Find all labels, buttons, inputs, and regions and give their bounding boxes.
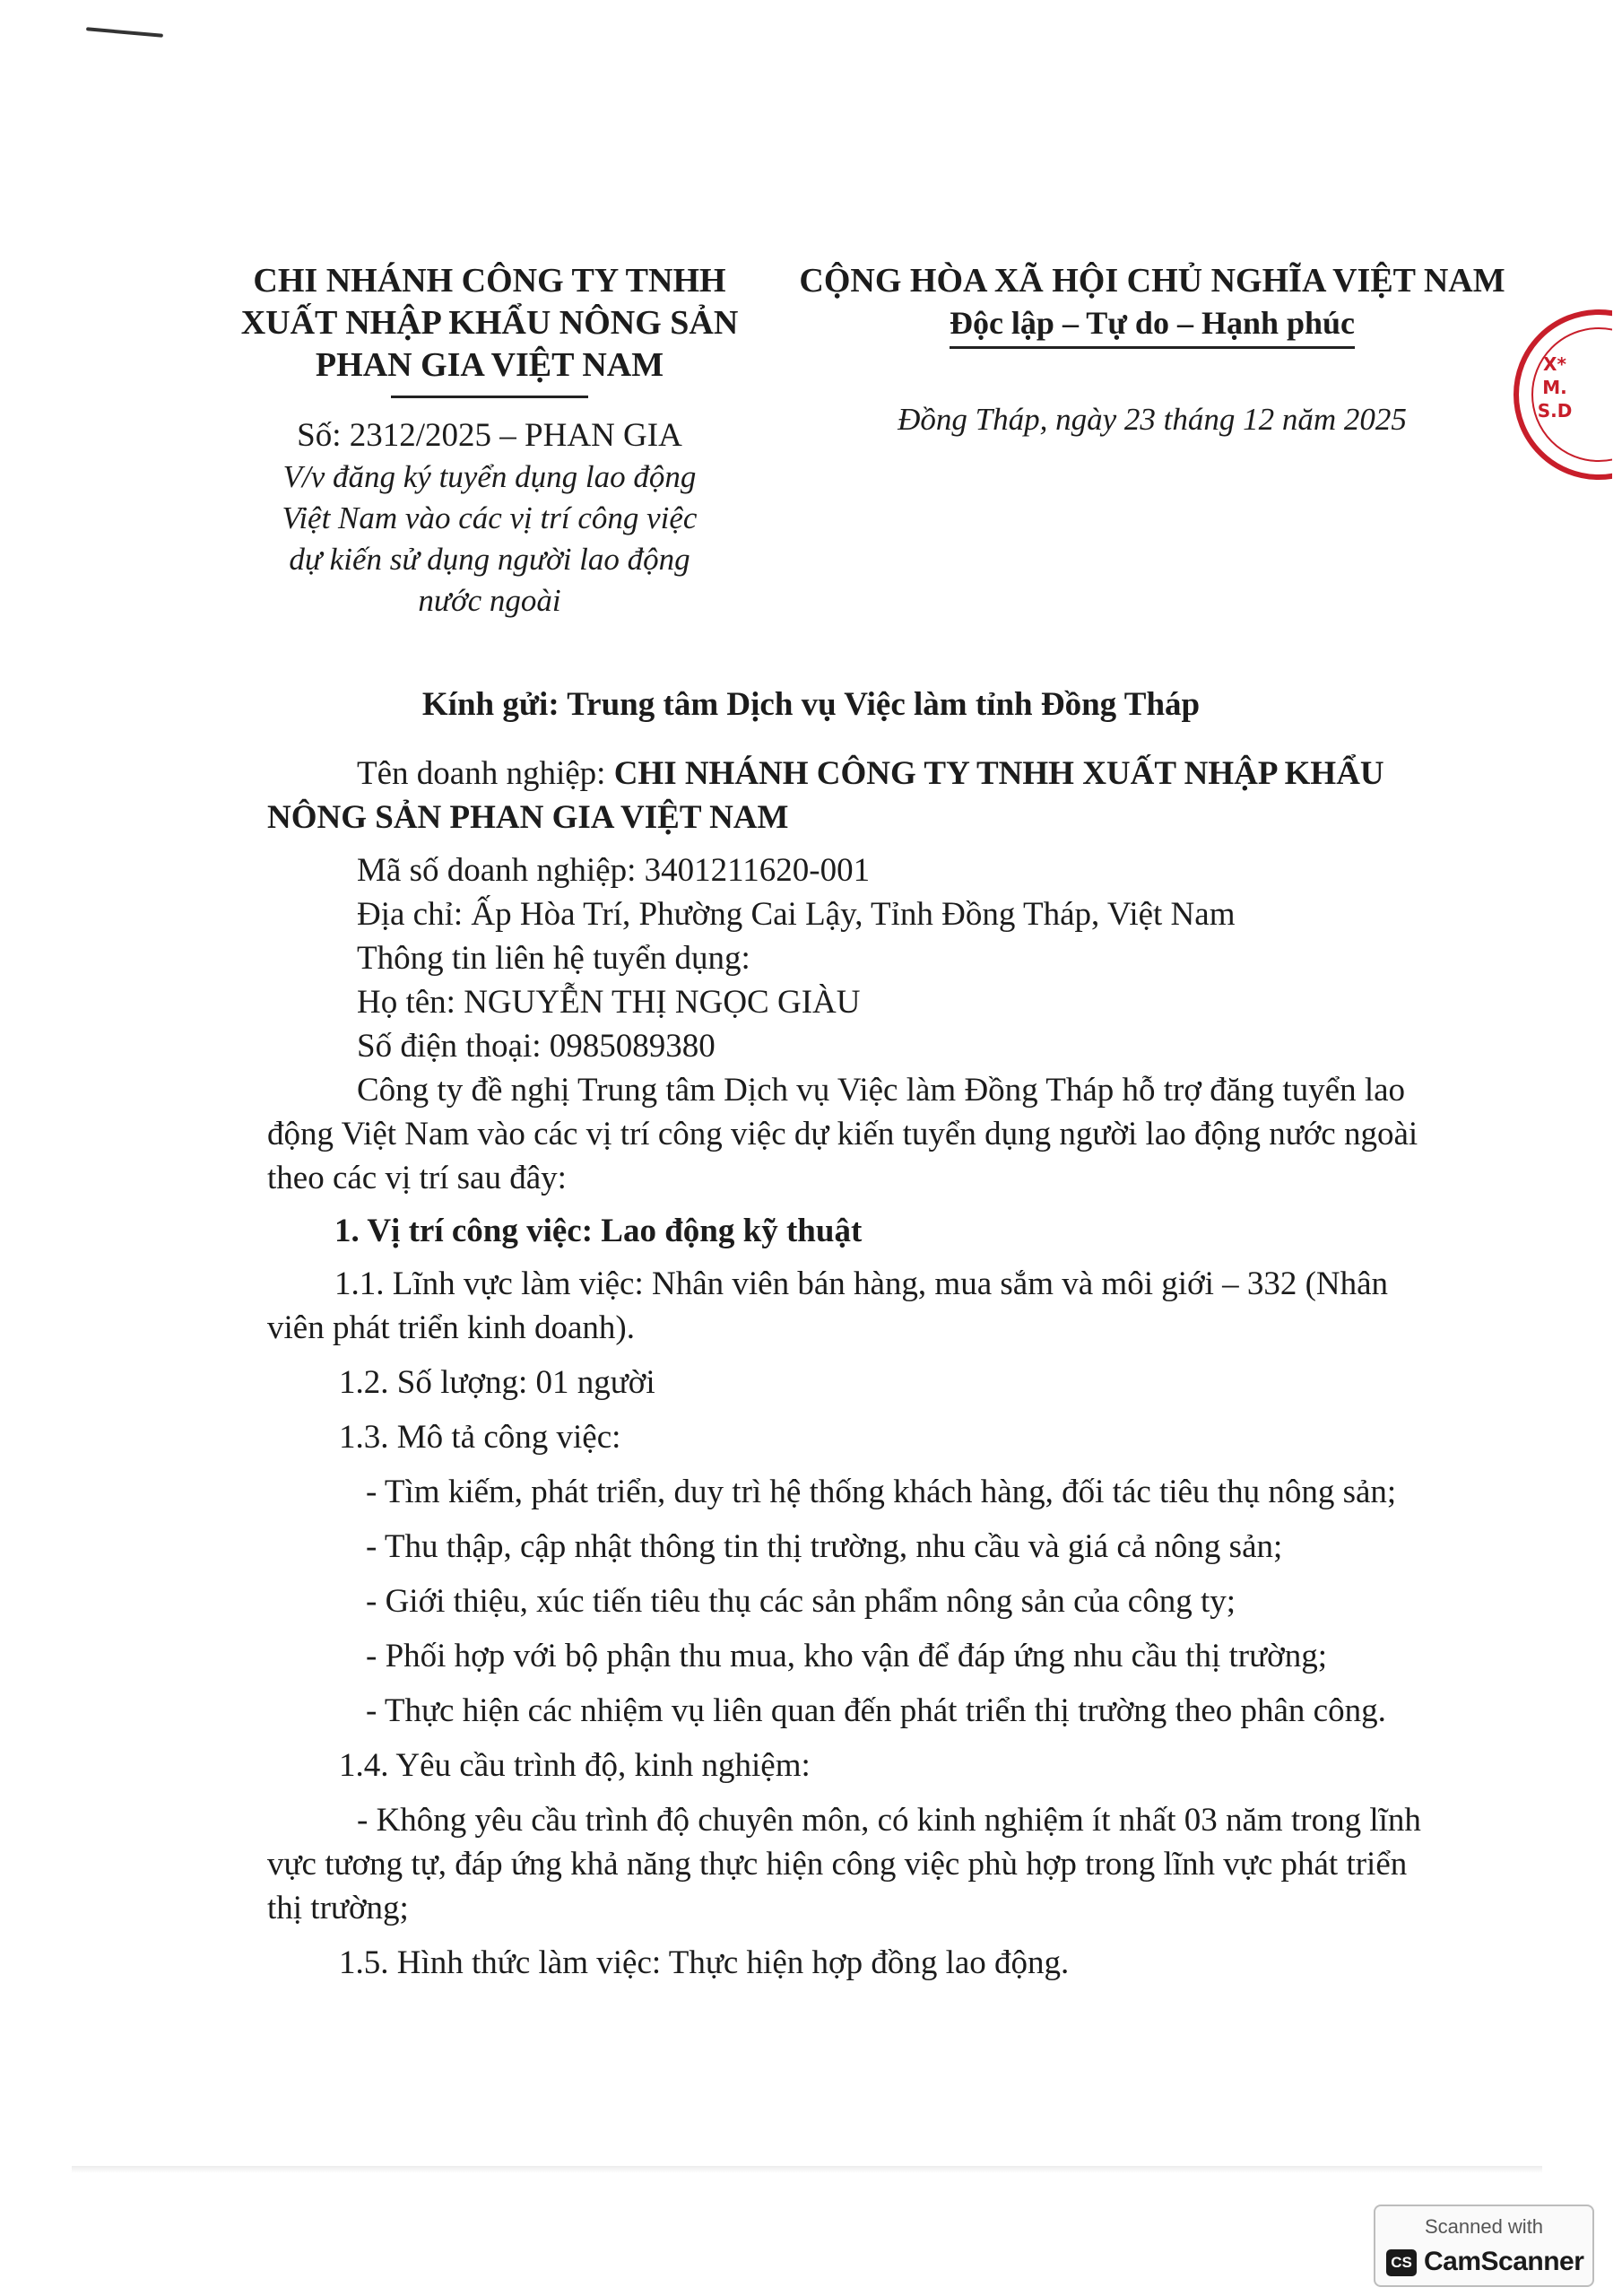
document-number: Số: 2312/2025 – PHAN GIA: [297, 417, 682, 454]
subject-line2: Việt Nam vào các vị trí công việc: [282, 500, 698, 535]
position-field: 1.1. Lĩnh vực làm việc: Nhân viên bán hàng, mua sắm và môi giới – 332 (Nhân viên phát triển kinh doanh).: [267, 1265, 1389, 1346]
camscanner-logo-icon: CS: [1386, 2249, 1417, 2276]
tax-code: Mã số doanh nghiệp: 3401211620-001: [357, 852, 871, 889]
national-header: [780, 260, 1524, 440]
issuer-name-line1: CHI NHÁNH CÔNG TY TNHH: [253, 262, 726, 300]
place-date: Đồng Tháp, ngày 23 tháng 12 năm 2025: [898, 402, 1407, 437]
issuer-name-line3: PHAN GIA VIỆT NAM: [315, 346, 664, 384]
duty-item: - Giới thiệu, xúc tiến tiêu thụ các sản phẩm nông sản của công ty;: [366, 1583, 1236, 1620]
address: Địa chỉ: Ấp Hòa Trí, Phường Cai Lậy, Tỉnh Đồng Tháp, Việt Nam: [357, 896, 1236, 933]
duty-item: - Thực hiện các nhiệm vụ liên quan đến phát triển thị trường theo phân công.: [366, 1692, 1386, 1729]
issuer-block: [212, 260, 768, 622]
request-paragraph: Công ty đề nghị Trung tâm Dịch vụ Việc làm Đồng Tháp hỗ trợ đăng tuyển lao động Việt Nam vào các vị trí công việc dự kiến tuyển dụng người lao động nước ngoài theo các vị trí sau đây:: [267, 1072, 1418, 1196]
scanned-with-text: Scanned with: [1424, 2215, 1544, 2238]
subject-line1: V/v đăng ký tuyển dụng lao động: [282, 459, 697, 494]
duty-item: - Thu thập, cập nhật thông tin thị trường, nhu cầu và giá cả nông sản;: [366, 1528, 1283, 1565]
camscanner-brand: CamScanner: [1424, 2247, 1584, 2276]
requirements-heading: 1.4. Yêu cầu trình độ, kinh nghiệm:: [339, 1747, 811, 1784]
duty-item: - Phối hợp với bộ phận thu mua, kho vận để đáp ứng nhu cầu thị trường;: [366, 1638, 1327, 1674]
scan-mark: [86, 27, 163, 37]
camscanner-watermark: [1374, 2205, 1594, 2287]
company-name-value: CHI NHÁNH CÔNG TY TNHH XUẤT NHẬP KHẨU NÔNG SẢN PHAN GIA VIỆT NAM: [267, 755, 1384, 836]
issuer-name-line2: XUẤT NHẬP KHẨU NÔNG SẢN: [240, 304, 739, 342]
contact-heading: Thông tin liên hệ tuyển dụng:: [357, 940, 750, 977]
scan-edge-shadow: [72, 2166, 1542, 2173]
company-name: [267, 752, 1433, 839]
duty-item: - Tìm kiếm, phát triển, duy trì hệ thống khách hàng, đối tác tiêu thụ nông sản;: [366, 1474, 1397, 1510]
contact-name: Họ tên: NGUYỄN THỊ NGỌC GIÀU: [357, 984, 861, 1021]
seal-text: X*M.S.D: [1537, 353, 1573, 422]
subject-line3: dự kiến sử dụng người lao động: [289, 542, 690, 577]
position-quantity: 1.2. Số lượng: 01 người: [339, 1364, 655, 1401]
recipient-line: Kính gửi: Trung tâm Dịch vụ Việc làm tỉnh Đồng Tháp: [421, 686, 1201, 723]
national-motto: Độc lập – Tự do – Hạnh phúc: [950, 302, 1355, 349]
requirements-text: - Không yêu cầu trình độ chuyên môn, có kinh nghiệm ít nhất 03 năm trong lĩnh vực tương tự, đáp ứng khả năng thực hiện công việc phù hợp trong lĩnh vực phát triển thị trường;: [267, 1802, 1421, 1926]
issuer-divider: [391, 396, 588, 398]
work-form: 1.5. Hình thức làm việc: Thực hiện hợp đồng lao động.: [339, 1944, 1070, 1981]
description-heading: 1.3. Mô tả công việc:: [339, 1419, 621, 1456]
letter-body: [267, 752, 1433, 1985]
subject-line4: nước ngoài: [418, 583, 561, 618]
nation-title: CỘNG HÒA XÃ HỘI CHỦ NGHĨA VIỆT NAM: [799, 262, 1505, 300]
contact-phone: Số điện thoại: 0985089380: [357, 1028, 716, 1065]
company-name-label: Tên doanh nghiệp:: [357, 755, 614, 792]
position-title: 1. Vị trí công việc: Lao động kỹ thuật: [334, 1213, 863, 1249]
